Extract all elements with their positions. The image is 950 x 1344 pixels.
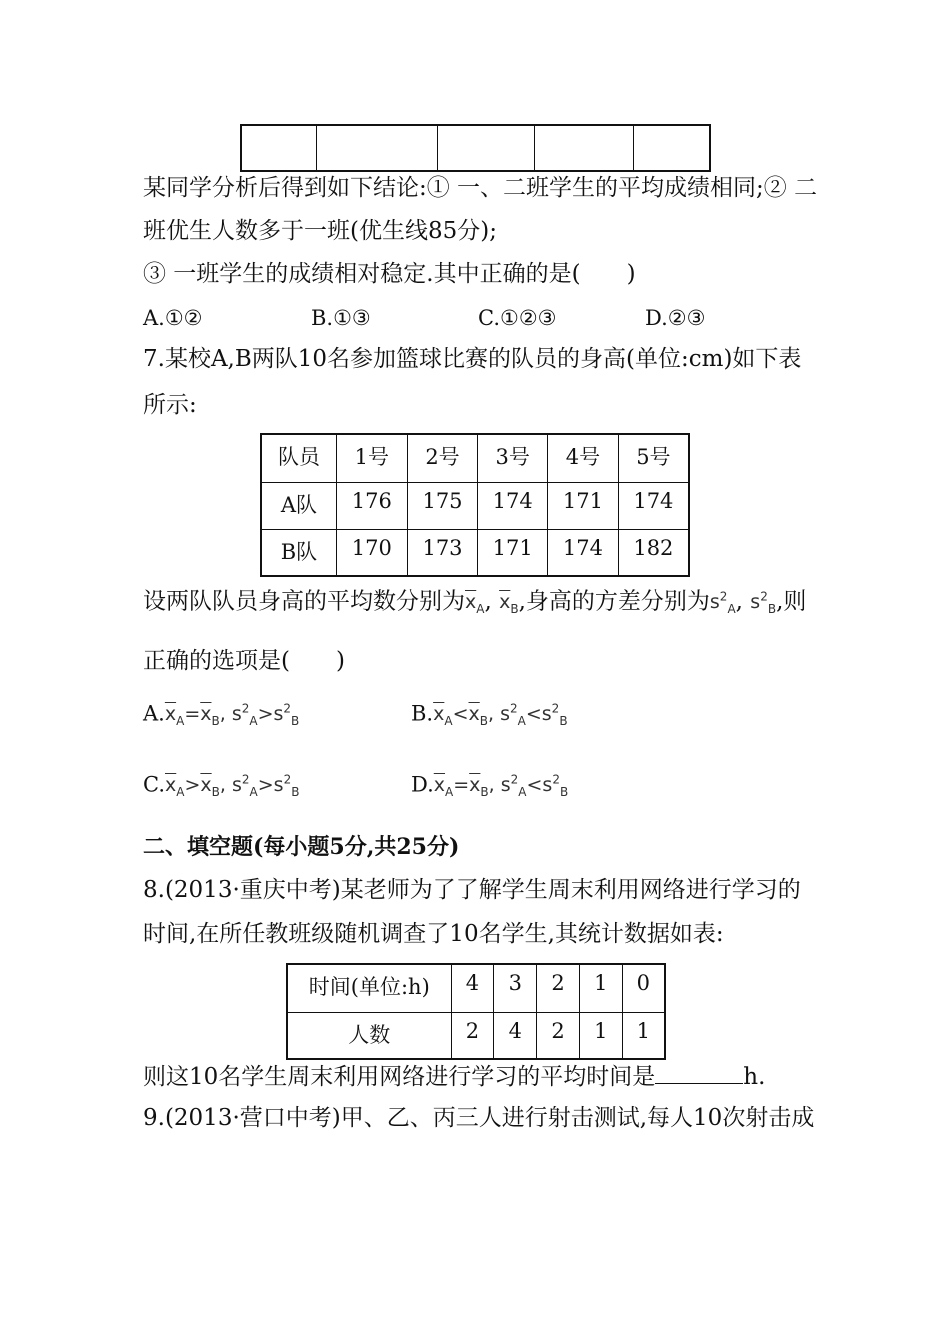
q8-text-prompt: 则这10名学生周末利用网络进行学习的平均时间是 [143, 1064, 656, 1090]
table-cell: 174 [478, 482, 548, 529]
q6-text-line1: 某同学分析后得到如下结论:① 一、二班学生的平均成绩相同;② 二 [143, 175, 818, 201]
table-cell: 1 [579, 1012, 622, 1059]
table-cell: 174 [548, 529, 619, 576]
q7-option-a: $A.\overline{x}_A=\overline{x}_B$, $s^2_A>s^2_B$ [143, 701, 300, 729]
q6-option-b: B.①③ [311, 306, 371, 330]
table-cell: B队 [261, 529, 336, 576]
q7-height-table [260, 433, 690, 577]
table-cell: 0 [622, 964, 665, 1012]
q8-text-line1: 8.(2013·重庆中考)某老师为了了解学生周末利用网络进行学习的 [143, 877, 801, 903]
top-table [240, 124, 711, 172]
table-cell: 176 [336, 482, 407, 529]
q8-time-table [286, 963, 666, 1060]
table-cell [535, 125, 634, 171]
table-cell: 1 [579, 964, 622, 1012]
table-cell [241, 125, 317, 171]
q7-text-line3: 设两队队员身高的平均数分别为$\overline{x}_A$, $\overline{x}_B$,身高的方差分别为$s^2_A$, $s^2_B$,则 [143, 588, 807, 617]
q6-text-line3: ③ 一班学生的成绩相对稳定.其中正确的是( ) [143, 261, 636, 287]
table-row [241, 125, 710, 171]
variance-symbol-b: $s^2_B$ [750, 590, 777, 617]
table-cell: 2 [537, 964, 580, 1012]
mean-symbol-a: $\overline{x}_A$ [465, 591, 485, 617]
table-cell: 182 [618, 529, 689, 576]
table-row [261, 434, 689, 482]
table-cell: 171 [478, 529, 548, 576]
table-cell: A队 [261, 482, 336, 529]
table-header-cell: 时间(单位:h) [287, 964, 451, 1012]
table-cell: 171 [548, 482, 619, 529]
table-row [287, 1012, 665, 1059]
table-cell: 2 [537, 1012, 580, 1059]
variance-symbol-a: $s^2_A$ [709, 590, 736, 617]
q6-option-d: D.②③ [645, 306, 706, 330]
table-header-cell: 队员 [261, 434, 336, 482]
q8-text-line2: 时间,在所任教班级随机调查了10名学生,其统计数据如表: [143, 921, 724, 947]
table-header-cell: 2号 [407, 434, 478, 482]
q7-text-variance-intro: ,身高的方差分别为 [518, 588, 710, 615]
table-header-cell: 1号 [336, 434, 407, 482]
q7-option-d: $D.\overline{x}_A=\overline{x}_B$, $s^2_A<s^2_B$ [411, 772, 569, 800]
table-cell: 4 [451, 964, 494, 1012]
q6-option-a: A.①② [143, 306, 203, 330]
q7-option-b: $B.\overline{x}_A<\overline{x}_B$, $s^2_A<s^2_B$ [411, 701, 568, 729]
q6-text-line2: 班优生人数多于一班(优生线85分); [143, 218, 497, 244]
table-row [261, 482, 689, 529]
q7-text-line2: 所示: [143, 392, 197, 418]
table-cell [633, 125, 710, 171]
table-header-cell: 人数 [287, 1012, 451, 1059]
q9-text-line1: 9.(2013·营口中考)甲、乙、丙三人进行射击测试,每人10次射击成 [143, 1105, 815, 1131]
table-cell [437, 125, 535, 171]
table-cell: 4 [494, 1012, 537, 1059]
mean-symbol-b: $\overline{x}_B$ [499, 591, 519, 617]
table-cell [317, 125, 437, 171]
q7-text-mean-intro: 设两队队员身高的平均数分别为 [143, 588, 465, 615]
table-cell: 170 [336, 529, 407, 576]
table-header-cell: 5号 [618, 434, 689, 482]
table-cell: 174 [618, 482, 689, 529]
table-cell: 173 [407, 529, 478, 576]
q8-text-unit: h. [743, 1064, 766, 1090]
q7-option-c: $C.\overline{x}_A>\overline{x}_B$, $s^2_A>s^2_B$ [143, 772, 300, 800]
q8-text-line3 [143, 1061, 765, 1092]
table-row [287, 964, 665, 1012]
table-cell: 175 [407, 482, 478, 529]
table-cell: 2 [451, 1012, 494, 1059]
q6-option-c: C.①②③ [478, 306, 557, 330]
q7-text-line4: 正确的选项是( ) [143, 648, 345, 674]
table-row [261, 529, 689, 576]
answer-blank[interactable] [655, 1061, 743, 1084]
table-cell: 3 [494, 964, 537, 1012]
q7-text-line1: 7.某校A,B两队10名参加篮球比赛的队员的身高(单位:cm)如下表 [143, 346, 802, 372]
table-header-cell: 4号 [548, 434, 619, 482]
table-cell: 1 [622, 1012, 665, 1059]
q7-text-then: ,则 [776, 588, 807, 615]
table-header-cell: 3号 [478, 434, 548, 482]
section-heading: 二、填空题(每小题5分,共25分) [143, 834, 460, 860]
